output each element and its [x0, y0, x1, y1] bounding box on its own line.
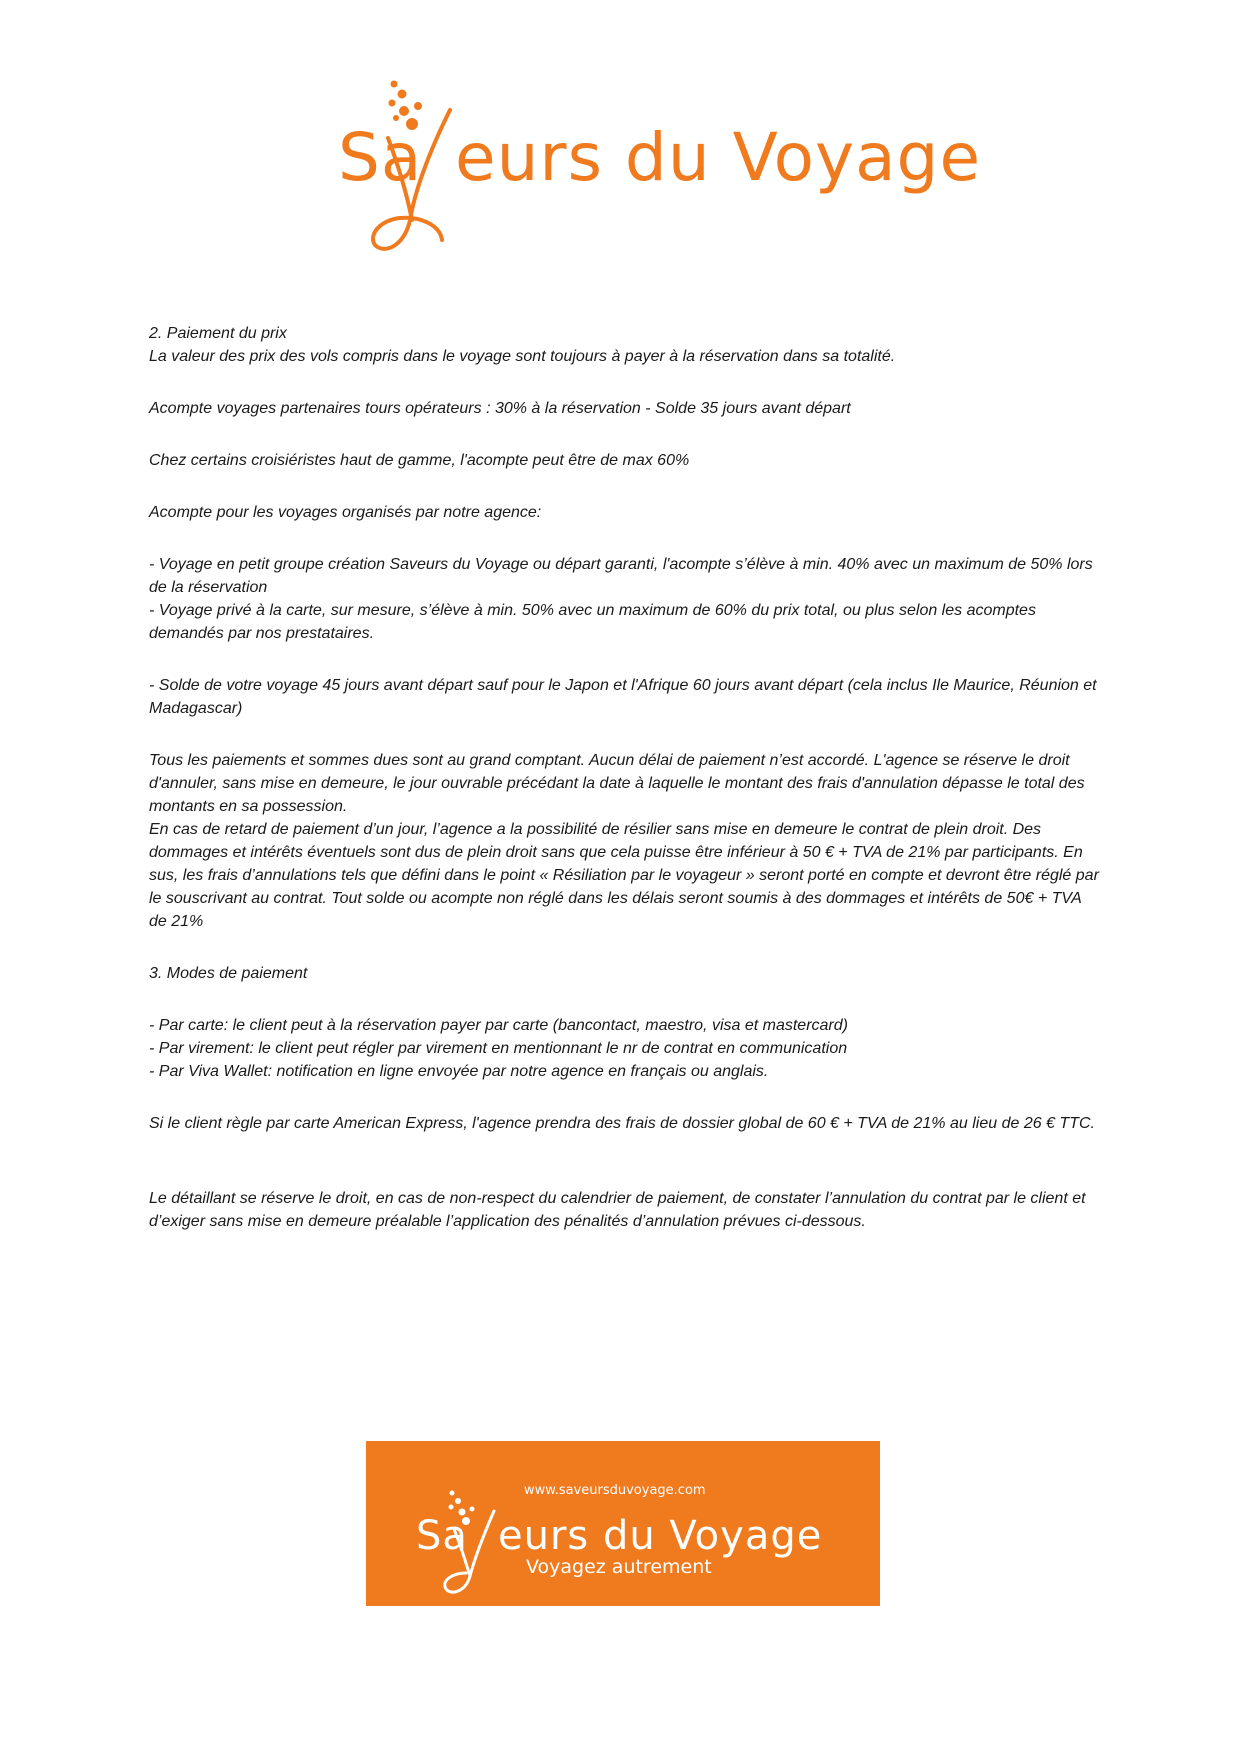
paragraph-vols: La valeur des prix des vols compris dans le voyage sont toujours à payer à la réservation dans sa totalité.: [149, 348, 896, 365]
footer-banner: [366, 1441, 880, 1606]
paragraph-retard: En cas de retard de paiement d’un jour, l’agence a la possibilité de résilier sans mise en demeure le contrat de plein droit. Des dommages et intérêts éventuels sont dus de plein droit sans que cela puisse être inférieur à 50 € + TVA de 21% par participants. En sus, les frais d’annulations tels que défini dans le point « Résiliation par le voyageur » seront porté en compte et devront être réglé par le souscrivant au contrat. Tout solde ou acompte non réglé dans les délais seront soumis à des dommages et intérêts de 50€ + TVA de 21%: [149, 821, 1099, 930]
footer-tagline: Voyagez autrement: [526, 1556, 712, 1578]
document-body: [149, 322, 1099, 1233]
brand-logo: [330, 70, 982, 265]
footer-logo-graphic: [366, 1441, 880, 1606]
paragraph-paiements: Tous les paiements et sommes dues sont au grand comptant. Aucun délai de paiement n’est accordé. L'agence se réserve le droit d'annuler, sans mise en demeure, le jour ouvrable précédant la date à laquelle le montant des frais d'annulation dépasse le total des montants en sa possession.: [149, 752, 1085, 815]
paragraph-solde: - Solde de votre voyage 45 jours avant départ sauf pour le Japon et l'Afrique 60 jours avant départ (cela inclus Ile Maurice, Réunion et Madagascar): [149, 677, 1097, 717]
list-item-virement: - Par virement: le client peut régler par virement en mentionnant le nr de contrat en communication: [149, 1040, 848, 1057]
svg-text:eurs du Voyage: eurs du Voyage: [498, 1513, 823, 1559]
paragraph-detaillant: Le détaillant se réserve le droit, en cas de non-respect du calendrier de paiement, de constater l’annulation du contrat par le client et d’exiger sans mise en demeure préalable l’application des pénalités d’annulation prévues ci-dessous.: [149, 1190, 1086, 1230]
section-title-paiement: 2. Paiement du prix: [149, 325, 287, 342]
paragraph-petit-groupe: - Voyage en petit groupe création Saveurs du Voyage ou départ garanti, l'acompte s’élève à min. 40% avec un maximum de 50% lors de la réservation: [149, 556, 1093, 596]
svg-text:Sa: Sa: [416, 1513, 468, 1559]
list-item-viva-wallet: - Par Viva Wallet: notification en ligne envoyée par notre agence en français ou anglais.: [149, 1063, 769, 1080]
paragraph-acompte-agence: Acompte pour les voyages organisés par notre agence:: [149, 504, 542, 521]
paragraph-acompte-partenaires: Acompte voyages partenaires tours opérateurs : 30% à la réservation - Solde 35 jours avant départ: [149, 400, 851, 417]
brand-logo-graphic: [330, 70, 982, 265]
footer-url: www.saveursduvoyage.com: [524, 1483, 706, 1498]
list-item-carte: - Par carte: le client peut à la réservation payer par carte (bancontact, maestro, visa et mastercard): [149, 1017, 848, 1034]
svg-text:Sa: Sa: [338, 119, 423, 196]
paragraph-amex: Si le client règle par carte American Express, l'agence prendra des frais de dossier global de 60 € + TVA de 21% au lieu de 26 € TTC.: [149, 1115, 1095, 1132]
paragraph-prive: - Voyage privé à la carte, sur mesure, s’élève à min. 50% avec un maximum de 60% du prix total, ou plus selon les acomptes demandés par nos prestataires.: [149, 602, 1036, 642]
paragraph-croisieristes: Chez certains croisiéristes haut de gamme, l'acompte peut être de max 60%: [149, 452, 690, 469]
section-title-modes: 3. Modes de paiement: [149, 965, 308, 982]
svg-text:eurs du Voyage: eurs du Voyage: [455, 119, 982, 196]
